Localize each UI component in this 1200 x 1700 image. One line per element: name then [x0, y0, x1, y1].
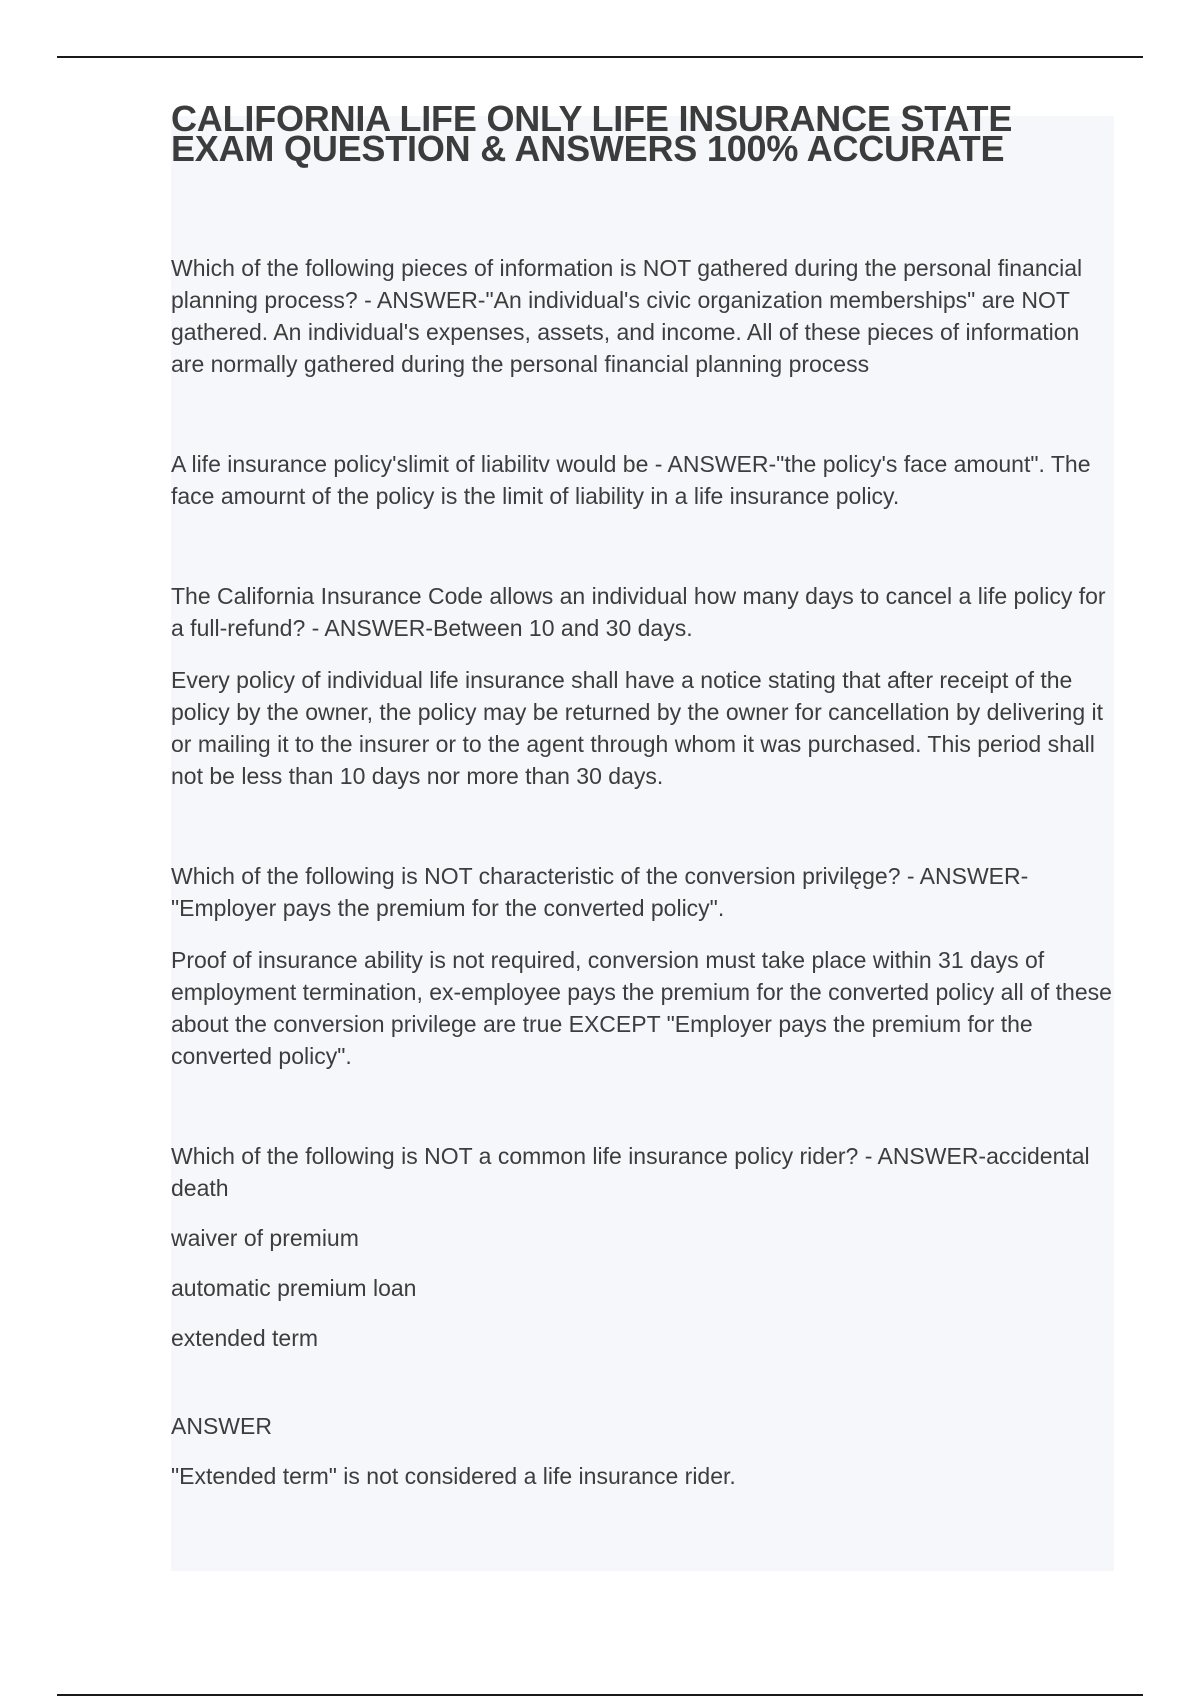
answer-explanation: "Extended term" is not considered a life insurance rider. [171, 1463, 736, 1489]
document-body [171, 252, 1116, 1492]
question-1-paragraph: Which of the following pieces of information is NOT gathered during the personal financial planning process? - ANSWER-"An individual's civic organization memberships" are NOT gathered. An individual's expenses, assets, and income. All of these pieces of information are normally gathered during the personal financial planning process [171, 255, 1083, 377]
option-automatic-premium-loan: automatic premium loan [171, 1275, 417, 1301]
answer-label: ANSWER [171, 1413, 272, 1439]
option-waiver-of-premium: waiver of premium [171, 1225, 359, 1251]
question-4-explanation: Proof of insurance ability is not required, conversion must take place within 31 days of employment termination, ex-employee pays the premium for the converted policy all of these about the conversion privilege are true EXCEPT "Employer pays the premium for the converted policy". [171, 947, 1112, 1069]
option-extended-term: extended term [171, 1325, 319, 1351]
question-5-paragraph: Which of the following is NOT a common life insurance policy rider? - ANSWER-accidental death [171, 1143, 1090, 1201]
document-title: CALIFORNIA LIFE ONLY LIFE INSURANCE STATE EXAM QUESTION & ANSWERS 100% ACCURATE [171, 98, 1013, 169]
question-4-paragraph: Which of the following is NOT characteristic of the conversion privilęge? - ANSWER-"Employer pays the premium for the converted policy". [171, 863, 1029, 921]
question-3-explanation: Every policy of individual life insurance shall have a notice stating that after receipt of the policy by the owner, the policy may be returned by the owner for cancellation by delivering it or mailing it to the insurer or to the agent through whom it was purchased. This period shall not be less than 10 days nor more than 30 days. [171, 667, 1104, 789]
top-divider [57, 56, 1143, 58]
bottom-divider [57, 1694, 1143, 1696]
question-2-paragraph: A life insurance policy'slimit of liabilitv would be - ANSWER-"the policy's face amount". The face amournt of the policy is the limit of liability in a life insurance policy. [171, 451, 1091, 509]
question-3-paragraph: The California Insurance Code allows an individual how many days to cancel a life policy for a full-refund? - ANSWER-Between 10 and 30 days. [171, 583, 1106, 641]
